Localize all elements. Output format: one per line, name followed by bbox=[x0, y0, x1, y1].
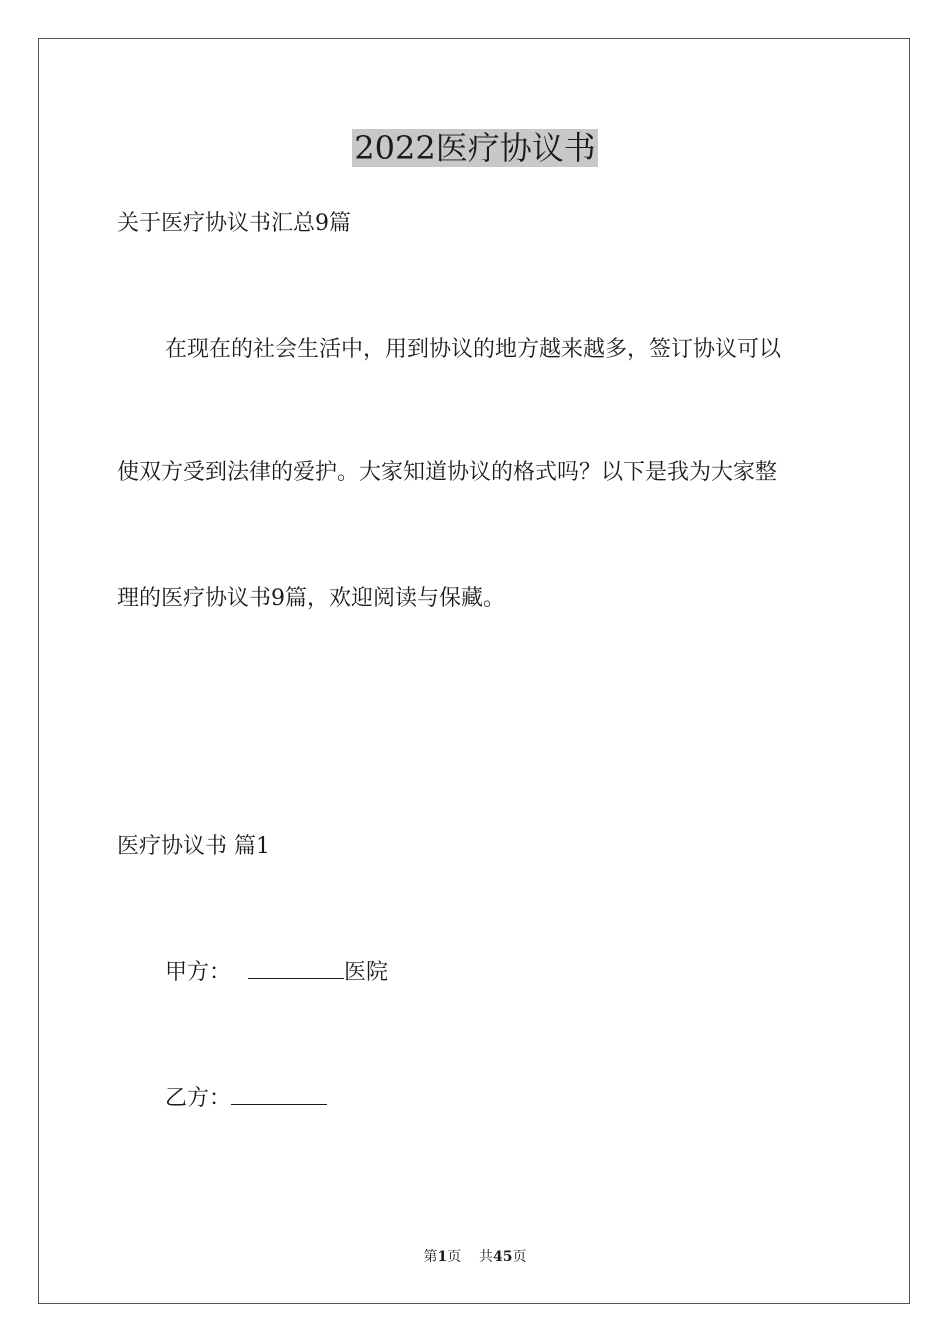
party-b-line bbox=[165, 1082, 327, 1114]
footer-total-pages: 45 bbox=[493, 1249, 513, 1265]
intro-line-1: 在现在的社会生活中，用到协议的地方越来越多，签订协议可以 bbox=[165, 337, 782, 362]
footer-page-number: 1 bbox=[437, 1249, 448, 1265]
footer-page-suffix: 页 bbox=[447, 1249, 462, 1265]
footer-page-prefix: 第 bbox=[423, 1249, 438, 1265]
footer-total-prefix: 共 bbox=[479, 1249, 494, 1265]
party-a-suffix: 医院 bbox=[344, 960, 389, 985]
footer-total-suffix: 页 bbox=[512, 1249, 527, 1265]
page-footer bbox=[0, 1247, 950, 1267]
party-b-blank bbox=[231, 1082, 327, 1105]
party-a-label: 甲方： bbox=[165, 960, 232, 985]
party-a-line bbox=[165, 956, 388, 988]
intro-line-3: 理的医疗协议书9篇，欢迎阅读与保藏。 bbox=[117, 586, 505, 611]
document-subtitle: 关于医疗协议书汇总9篇 bbox=[117, 211, 351, 236]
intro-line-2: 使双方受到法律的爱护。大家知道协议的格式吗？以下是我为大家整 bbox=[117, 460, 778, 485]
document-title bbox=[0, 126, 950, 170]
document-title-text: 2022医疗协议书 bbox=[354, 129, 596, 167]
section-heading: 医疗协议书 篇1 bbox=[117, 834, 270, 859]
party-a-blank bbox=[248, 956, 344, 979]
party-b-label: 乙方： bbox=[165, 1086, 232, 1111]
